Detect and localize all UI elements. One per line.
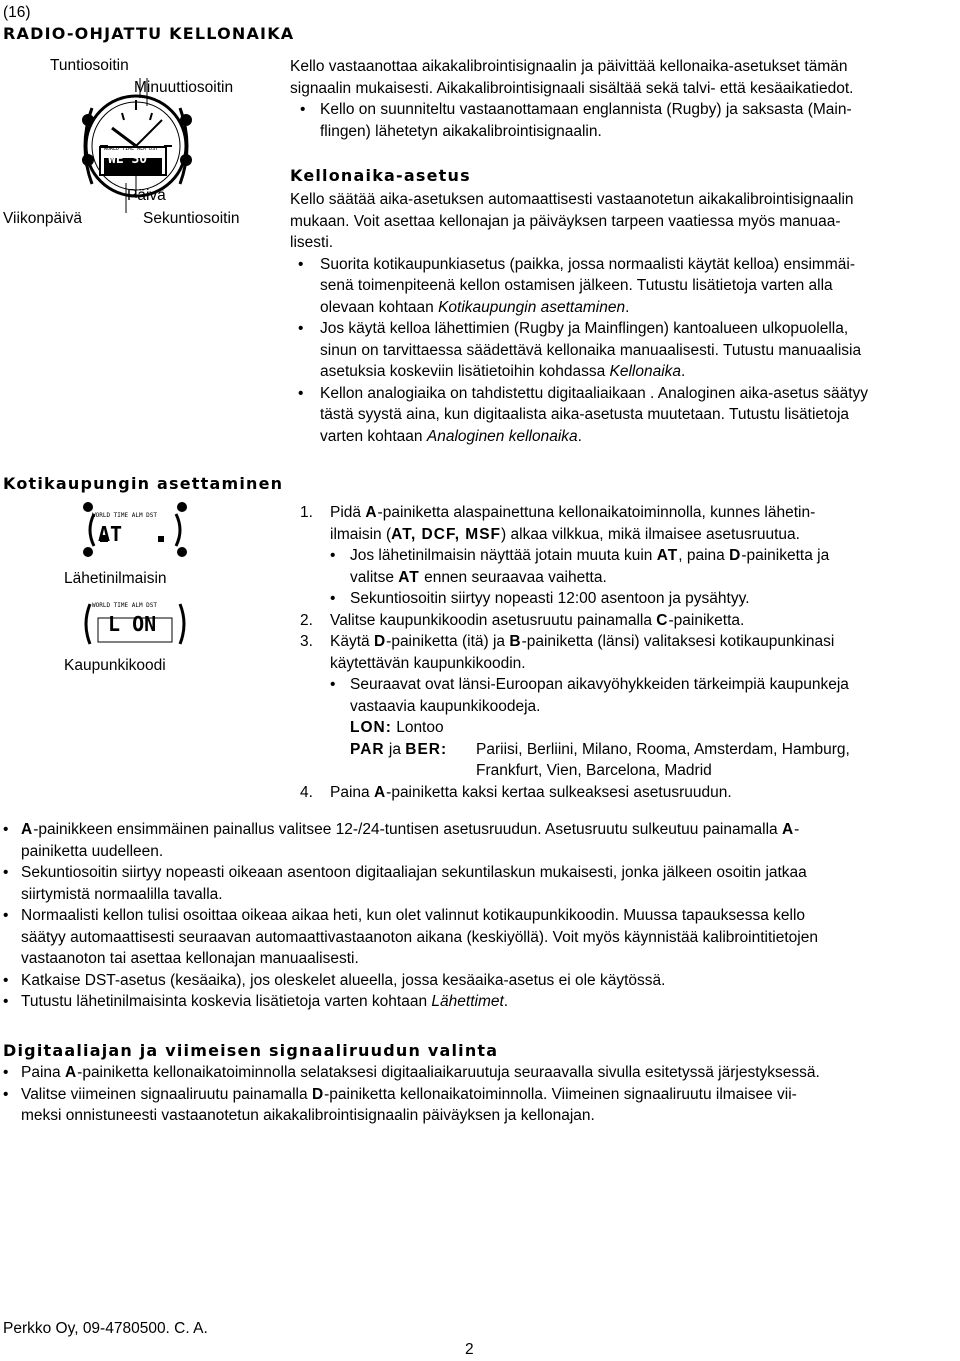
bullet-icon: • (300, 101, 306, 118)
code-label: AT, DCF, MSF (391, 525, 502, 543)
label-hour-hand: Tuntiosoitin (50, 57, 129, 74)
step-number: 3. (300, 633, 313, 650)
bullet-line: senä toimenpiteenä kellon ostamisen jälkeen. Tutustu lisätietoja varten alla (320, 277, 833, 294)
link-ref: Analoginen kellonaika (426, 427, 578, 445)
footer-company: Perkko Oy, 09-4780500. C. A. (3, 1320, 208, 1337)
bullet-line: olevaan kohtaan Kotikaupungin asettaminen. (320, 298, 630, 316)
bullet-icon: • (3, 971, 9, 989)
step-number: 1. (300, 504, 313, 521)
paragraph-line: mukaan. Voit asettaa kellonajan ja päiväyksen tarpeen vaatiessa myös manuaa- (290, 212, 841, 230)
bullet-icon: • (330, 676, 336, 693)
step-line: Paina A-painiketta kaksi kertaa sulkeaksesi asetusruudun. (330, 783, 732, 801)
intro-line: signaalin mukaisesti. Aikakalibrointisignaali sisältää sekä talvi- että kesäaikatiedot. (290, 79, 854, 97)
city-list: Frankfurt, Vien, Barcelona, Madrid (476, 762, 712, 779)
label-second-hand: Sekuntiosoitin (143, 210, 240, 227)
step-line: ilmaisin (AT, DCF, MSF) alkaa vilkkua, mikä ilmaisee asetusruutua. (330, 525, 800, 543)
label-date: Päivä (127, 187, 166, 204)
note-line: Sekuntiosoitin siirtyy nopeasti oikeaan asentoon digitaaliajan sekuntilaskun mukaisesti, jonka jälkeen osoitin jatkaa (21, 864, 807, 881)
paragraph-line: lisesti. (290, 234, 334, 251)
section-heading: Digitaaliajan ja viimeisen signaaliruudun valinta (3, 1041, 499, 1060)
watch-display: WE 30 (108, 152, 148, 167)
step-bullet: Jos lähetinilmaisin näyttää jotain muuta kuin AT, paina D-painiketta ja (350, 547, 830, 564)
bullet-icon: • (298, 255, 304, 273)
step-line: käytettävän kaupunkikoodin. (330, 654, 526, 672)
step-line: Pidä A-painiketta alaspainettuna kellonaikatoiminnolla, kunnes lähetin- (330, 504, 816, 521)
bullet-icon: • (330, 547, 336, 564)
page-title: RADIO-OHJATTU KELLONAIKA (3, 24, 295, 43)
note-line: vastaanoton tai asettaa kellonajan manuaalisesti. (21, 950, 359, 967)
bullet-icon: • (3, 821, 9, 838)
note-line: Tutustu lähetinilmaisinta koskevia lisätietoja varten kohtaan Lähettimet. (21, 993, 509, 1010)
image-label: Lähetinilmaisin (64, 570, 167, 587)
bullet-line: Kellon analogiaika on tahdistettu digitaaliaikaan . Analoginen aika-asetus säätyy (320, 384, 869, 402)
step-number: 4. (300, 783, 313, 801)
intro-bullet: flingen) lähetetyn aikakalibrointisignaalin. (320, 122, 602, 140)
watch-display-header: WORLD TIME ALM DST (104, 146, 159, 152)
section-heading: Kotikaupungin asettaminen (3, 474, 284, 493)
bullet-icon: • (3, 907, 9, 924)
bullet-line: asetuksia koskeviin lisätietoihin kohdassa Kellonaika. (320, 363, 686, 380)
transmitter-display-illustration (80, 500, 190, 560)
bullet-line: varten kohtaan Analoginen kellonaika. (320, 427, 582, 445)
note-line: painiketta uudelleen. (21, 842, 164, 860)
bullet-icon: • (298, 384, 304, 402)
city-list: Pariisi, Berliini, Milano, Rooma, Amsterdam, Hamburg, (476, 740, 850, 758)
page-number: 2 (465, 1341, 474, 1358)
bullet-icon: • (3, 1085, 9, 1103)
note-line: A-painikkeen ensimmäinen painallus valitsee 12-/24-tuntisen asetusruudun. Asetusruutu sulkeutuu painamalla A- (21, 821, 800, 838)
step-line: Käytä D-painiketta (itä) ja B-painiketta (länsi) valitaksesi kotikaupunkinasi (330, 633, 835, 650)
label-weekday: Viikonpäivä (3, 210, 82, 227)
bullet-icon: • (298, 320, 304, 337)
link-ref: Lähettimet (431, 993, 504, 1010)
bullet-icon: • (3, 993, 9, 1010)
transmitter-display: AT (98, 522, 123, 546)
step-bullet: valitse AT ennen seuraavaa vaihetta. (350, 568, 607, 586)
step-line: Valitse kaupunkikoodin asetusruutu painamalla C-painiketta. (330, 611, 745, 629)
bullet-line: tästä syystä aina, kun digitaalista aika-asetusta muutetaan. Tutustu lisätietoja (320, 406, 850, 423)
step-bullet: Seuraavat ovat länsi-Euroopan aikavyöhykkeiden tärkeimpiä kaupunkeja (350, 676, 849, 693)
digi-line: Valitse viimeinen signaaliruutu painamalla D-painiketta kellonaikatoiminnolla. Viimeinen signaaliruutu ilmaisee vii- (21, 1085, 797, 1103)
bullet-line: sinun on tarvittaessa säädettävä kellonaika manuaalisesti. Tutustu manuaalisia (320, 341, 862, 359)
note-line: siirtymistä normaalilla tavalla. (21, 885, 223, 903)
display-header: WORLD TIME ALM DST (92, 512, 158, 519)
digi-line: meksi onnistuneesti vastaanotetun aikakalibrointisignaalin päiväyksen ja kellonajan. (21, 1107, 595, 1124)
note-line: Katkaise DST-asetus (kesäaika), jos oleskelet alueella, jossa kesäaika-asetus ei ole käytössä. (21, 971, 666, 989)
bullet-icon: • (330, 590, 336, 607)
bullet-line: Suorita kotikaupunkiasetus (paikka, jossa normaalisti käytät kelloa) ensimmäi- (320, 255, 855, 273)
section-number: (16) (3, 4, 31, 21)
step-number: 2. (300, 611, 313, 629)
note-line: säätyy automaattisesti seuraavan automaattivastaanoton aikana (keskiyöllä). Voit myös käynnistää kalibrointitietojen (21, 928, 818, 946)
bullet-icon: • (3, 1064, 9, 1081)
display-header: WORLD TIME ALM DST (92, 602, 158, 609)
city-code-display: L ON (108, 612, 157, 636)
bullet-icon: • (3, 864, 9, 881)
label-minute-hand: Minuuttiosoitin (134, 79, 234, 96)
intro-line: Kello vastaanottaa aikakalibrointisignaalin ja päivittää kellonaika-asetukset tämän (290, 58, 848, 75)
key-label: A (365, 504, 378, 521)
city-code-par-ber: PAR ja BER: Pariisi, Berliini, Milano, Rooma, Amsterdam, Hamburg, Frankfurt, Vien, Barcelona, Madrid (350, 739, 950, 782)
paragraph-line: Kello säätää aika-asetuksen automaattisesti vastaanotetun aikakalibrointisignaalin (290, 191, 854, 208)
note-line: Normaalisti kellon tulisi osoittaa oikeaa aikaa heti, kun olet valinnut kotikaupunkikoodin. Muussa tapauksessa kello (21, 907, 806, 924)
link-ref: Kellonaika (609, 363, 682, 380)
step-bullet: Sekuntiosoitin siirtyy nopeasti 12:00 asentoon ja pysähtyy. (350, 590, 750, 607)
bullet-line: Jos käytä kelloa lähettimien (Rugby ja Mainflingen) kantoalueen ulkopuolella, (320, 320, 849, 337)
step-bullet: vastaavia kaupunkikoodeja. (350, 697, 541, 715)
link-ref: Kotikaupungin asettaminen (438, 298, 626, 316)
image-label: Kaupunkikoodi (64, 657, 166, 674)
city-code-lon: LON: Lontoo (350, 719, 444, 736)
intro-bullet: Kello on suunniteltu vastaanottamaan englannista (Rugby) ja saksasta (Main- (320, 101, 852, 118)
section-heading: Kellonaika-asetus (290, 166, 471, 185)
digi-line: Paina A-painiketta kellonaikatoiminnolla selataksesi digitaaliaikaruutuja seuraavalla sivulla esitetyssä järjestyksessä. (21, 1064, 820, 1081)
